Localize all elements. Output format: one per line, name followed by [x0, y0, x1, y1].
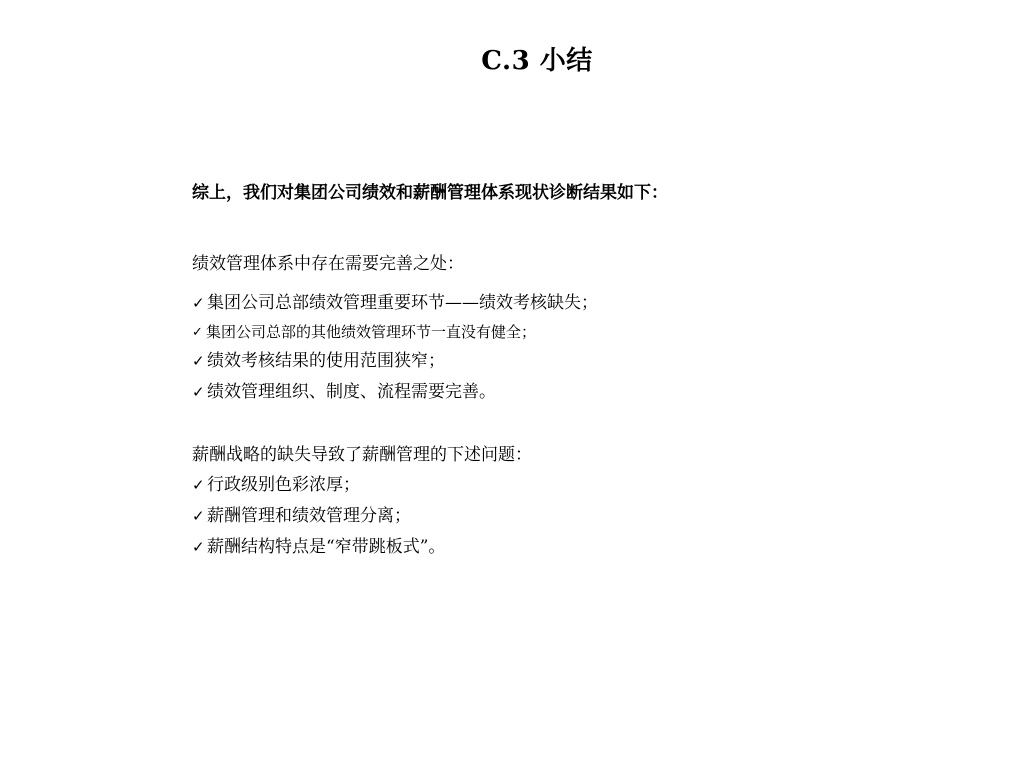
- check-icon: ✓: [192, 294, 205, 312]
- check-icon: ✓: [192, 476, 205, 494]
- salary-heading: 薪酬战略的缺失导致了薪酬管理的下述问题：: [192, 445, 532, 465]
- list-item-text: 薪酬管理和绩效管理分离；: [207, 506, 411, 526]
- check-icon: ✓: [192, 383, 205, 401]
- list-item-text: 绩效考核结果的使用范围狭窄；: [207, 351, 445, 371]
- salary-section: [192, 442, 532, 563]
- list-item: [192, 501, 532, 532]
- list-item: [192, 288, 598, 319]
- check-icon: ✓: [192, 507, 205, 525]
- performance-section: [192, 252, 598, 408]
- performance-heading: 绩效管理体系中存在需要完善之处：: [192, 254, 464, 274]
- list-item: [192, 319, 598, 346]
- list-item: [192, 532, 532, 563]
- list-item-text: 绩效管理组织、制度、流程需要完善。: [207, 382, 496, 402]
- summary-text: 综上，我们对集团公司绩效和薪酬管理体系现状诊断结果如下：: [192, 183, 668, 203]
- check-icon: ✓: [192, 538, 205, 556]
- list-item: [192, 346, 598, 377]
- list-item-text: 行政级别色彩浓厚；: [207, 475, 360, 495]
- list-item-text: 集团公司总部的其他绩效管理环节一直没有健全；: [206, 323, 537, 341]
- check-icon: ✓: [192, 325, 203, 340]
- check-icon: ✓: [192, 352, 205, 370]
- list-item: [192, 377, 598, 408]
- list-item: [192, 470, 532, 501]
- list-item-text: 薪酬结构特点是“窄带跳板式”。: [207, 537, 446, 557]
- list-item-text: 集团公司总部绩效管理重要环节——绩效考核缺失；: [207, 293, 598, 313]
- page-title: C.3 小结: [481, 46, 593, 76]
